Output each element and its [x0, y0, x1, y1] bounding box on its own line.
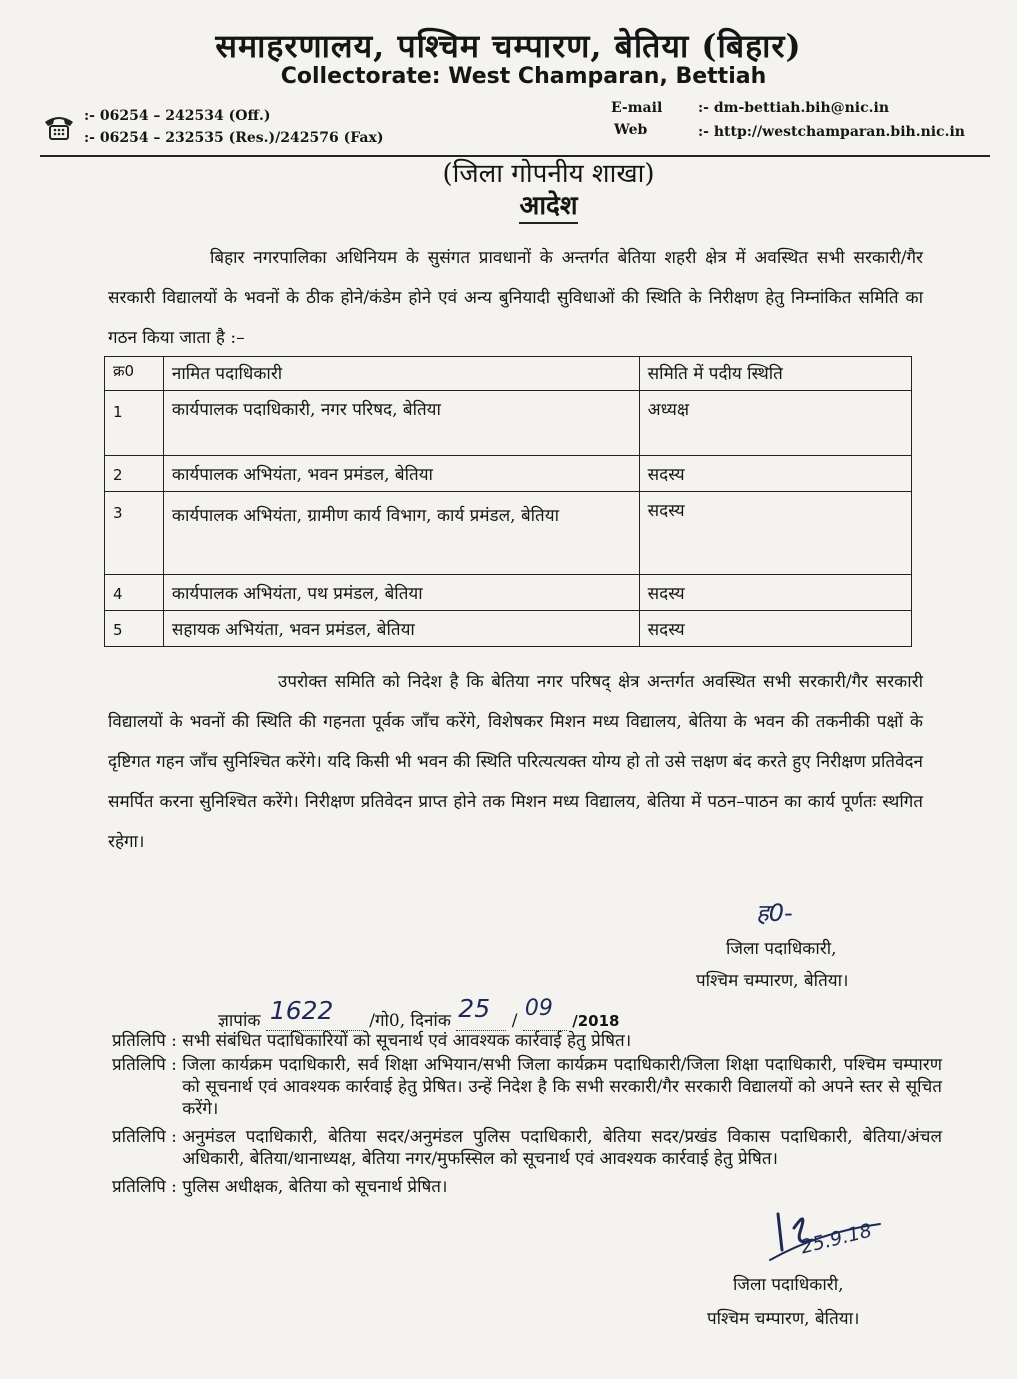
intro-paragraph [108, 238, 923, 358]
list-item [112, 1126, 942, 1170]
committee-table [104, 356, 912, 647]
row-officer: कार्यपालक पदाधिकारी, नगर परिषद, बेतिया [163, 391, 639, 456]
header-officer: नामित पदाधिकारी [163, 357, 639, 391]
row-officer: कार्यपालक अभियंता, ग्रामीण कार्य विभाग, कार्य प्रमंडल, बेतिया [163, 492, 639, 575]
memo-suffix: /गो0, दिनांक [369, 1011, 451, 1031]
row-officer: कार्यपालक अभियंता, भवन प्रमंडल, बेतिया [163, 456, 639, 492]
section-title: (जिला गोपनीय शाखा) [442, 159, 655, 189]
signatory-location: पश्चिम चम्पारण, बेतिया। [696, 971, 849, 991]
row-officer: कार्यपालक अभियंता, पथ प्रमंडल, बेतिया [163, 575, 639, 611]
list-item [112, 1054, 942, 1120]
copy-list [112, 1030, 942, 1198]
list-item [112, 1176, 942, 1198]
telephone-icon [42, 112, 76, 142]
copy-text: जिला कार्यक्रम पदाधिकारी, सर्व शिक्षा अभियान/सभी जिला कार्यक्रम पदाधिकारी/जिला शिक्षा पदाधिकारी, पश्चिम चम्पारण को सूचनार्थ एवं आवश्यक कार्रवाई हेतु प्रेषित। उन्हें निदेश है कि सभी सरकारी/गैर सरकारी विद्यालयों को अपने स्तर से सूचित करेंगे। [182, 1055, 942, 1119]
row-role: अध्यक्ष [639, 391, 911, 456]
row-role: सदस्य [639, 611, 911, 647]
memo-line: ज्ञापांक 1622 /गो0, दिनांक 25 / 09 /2018 [218, 994, 620, 1031]
directive-paragraph-text: उपरोक्त समिति को निदेश है कि बेतिया नगर परिषद् क्षेत्र अन्तर्गत अवस्थित सभी सरकारी/गैर सरकारी विद्यालयों के भवनों की स्थिति की गहनता पूर्वक जाँच करेंगे, विशेषकर मिशन मध्य विद्यालय, बेतिया के भवन की तकनीकी पक्षों के दृष्टिगत गहन जाँच सुनिश्चित करेंगे। यदि किसी भी भवन की स्थिति परित्यत्यक्त योग्य हो तो उसे त्तक्षण बंद करते हुए निरीक्षण प्रतिवेदन समर्पित करना सुनिश्चित करेंगे। निरीक्षण प्रतिवेदन प्राप्त होने तक मिशन मध्य विद्यालय, बेतिया में पठन–पाठन का कार्य पूर्णतः स्थगित रहेगा। [108, 672, 923, 852]
row-role: सदस्य [639, 456, 911, 492]
row-serial: 5 [113, 621, 123, 639]
table-row [105, 456, 912, 492]
email-value: :- dm-bettiah.bih@nic.in [698, 100, 890, 116]
copy-label: प्रतिलिपि : [112, 1031, 177, 1051]
table-row [105, 391, 912, 456]
letterhead-title-hindi: समाहरणालय, पश्चिम चम्पारण, बेतिया (बिहार) [215, 27, 802, 65]
order-title-text: आदेश [519, 191, 577, 224]
directive-paragraph [108, 662, 923, 862]
row-role: सदस्य [639, 492, 911, 575]
copy-text: अनुमंडल पदाधिकारी, बेतिया सदर/अनुमंडल पुलिस पदाधिकारी, बेतिया सदर/प्रखंड विकास पदाधिकारी, बेतिया/अंचल अधिकारी, बेतिया/थानाध्यक्ष, बेतिया नगर/मुफस्सिल को सूचनार्थ एवं आवश्यक कार्रवाई हेतु प्रेषित। [182, 1127, 942, 1169]
copy-label: प्रतिलिपि : [112, 1055, 177, 1075]
row-role: सदस्य [639, 575, 911, 611]
signature-date: 25.9.18 [798, 1219, 875, 1259]
copy-label: प्रतिलिपि : [112, 1177, 177, 1197]
memo-year: /2018 [572, 1012, 620, 1030]
row-serial: 4 [113, 585, 123, 603]
header-role: समिति में पदीय स्थिति [639, 357, 911, 391]
copy-label: प्रतिलिपि : [112, 1127, 177, 1147]
table-row [105, 611, 912, 647]
table-row [105, 492, 912, 575]
copy-text: सभी संबंधित पदाधिकारियों को सूचनार्थ एवं आवश्यक कार्रवाई हेतु प्रेषित। [182, 1031, 632, 1051]
row-serial: 2 [113, 466, 123, 484]
row-serial: 3 [113, 504, 123, 522]
phone-residence-fax: :- 06254 – 232535 (Res.)/242576 (Fax) [84, 130, 384, 146]
web-value: :- http://westchamparan.bih.nic.in [698, 124, 965, 140]
header-serial: क्र0 [105, 357, 164, 391]
copy-text: पुलिस अधीक्षक, बेतिया को सूचनार्थ प्रेषित। [182, 1177, 448, 1197]
row-officer: सहायक अभियंता, भवन प्रमंडल, बेतिया [163, 611, 639, 647]
signatory-location: पश्चिम चम्पारण, बेतिया। [707, 1309, 860, 1329]
signatory-designation: जिला पदाधिकारी, [726, 939, 837, 959]
memo-label: ज्ञापांक [218, 1011, 261, 1031]
order-title [0, 186, 1017, 222]
table-row [105, 575, 912, 611]
signatory-designation: जिला पदाधिकारी, [733, 1275, 844, 1295]
table-header-row [105, 357, 912, 391]
signature-mark: ह0- [756, 899, 793, 927]
memo-month: 09 [524, 996, 553, 1021]
letterhead-title-english: Collectorate: West Champaran, Bettiah [280, 64, 767, 89]
email-label: E-mail [611, 100, 663, 116]
intro-paragraph-text: बिहार नगरपालिका अधिनियम के सुसंगत प्रावधानों के अन्तर्गत बेतिया शहरी क्षेत्र में अवस्थित सभी सरकारी/गैर सरकारी विद्यालयों के भवनों के ठीक होने/कंडेम होने एवं अन्य बुनियादी सुविधाओं की स्थिति के निरीक्षण हेतु निम्नांकित समिति का गठन किया जाता है :– [108, 248, 923, 348]
phone-office: :- 06254 – 242534 (Off.) [84, 108, 271, 124]
list-item [112, 1030, 942, 1052]
web-label: Web [614, 122, 648, 138]
memo-number: 1622 [269, 996, 334, 1025]
memo-day: 25 [458, 994, 491, 1023]
row-serial: 1 [113, 403, 123, 421]
